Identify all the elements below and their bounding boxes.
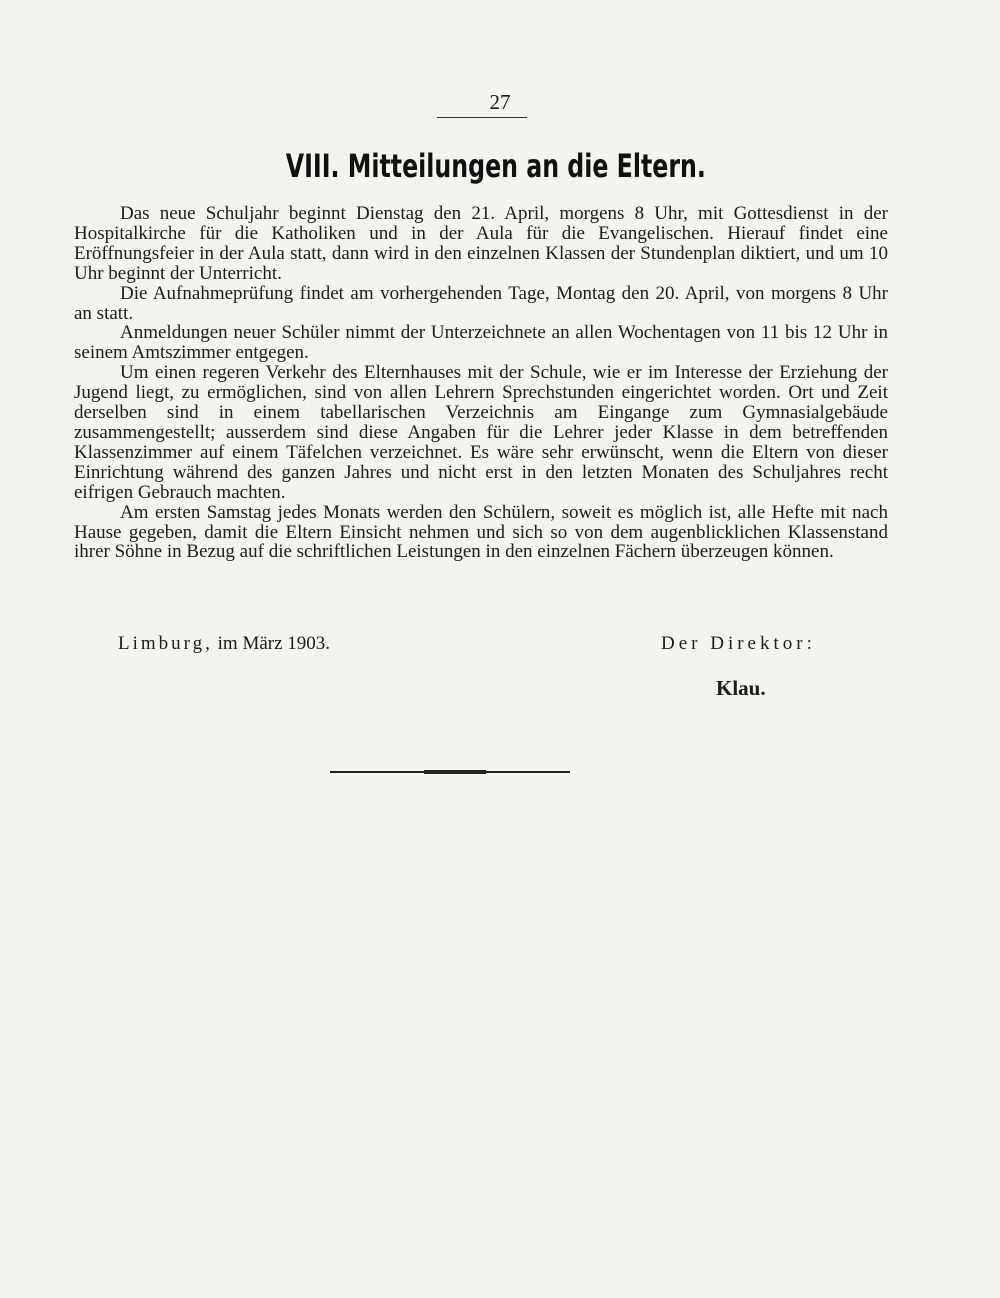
- director-title: Der Direktor:: [661, 633, 816, 654]
- body-text: [74, 204, 888, 562]
- end-divider-ornament: [424, 770, 486, 774]
- paragraph-registration: Anmeldungen neuer Schüler nimmt der Unterzeichnete an allen Wochentagen von 11 bis 12 Uhr in seinem Amtszimmer entgegen.: [74, 322, 888, 364]
- director-name: Klau.: [716, 676, 766, 700]
- section-heading: VIII. Mitteilungen an die Eltern.: [285, 147, 706, 185]
- page-number: 27: [489, 90, 511, 114]
- paragraph-office-hours: Um einen regeren Verkehr des Elternhauses mit der Schule, wie er im Interesse der Erziehung der Jugend liegt, zu ermöglichen, sind von allen Lehrern Sprechstunden eingerichtet worden. Ort und Zeit derselben sind in einem tabellarischen Verzeichnis am Eingange zum Gymnasialgebäude zusammengestellt; ausserdem sind diese Angaben für die Lehrer jeder Klasse in dem betreffenden Klassenzimmer auf einem Täfelchen verzeichnet. Es wäre sehr erwünscht, wenn die Eltern von dieser Einrichtung während des ganzen Jahres und nicht erst in den letzten Monaten des Schuljahres recht eifrigen Gebrauch machten.: [74, 362, 888, 503]
- page-number-rule: [437, 117, 527, 118]
- paragraph-entrance-exam: Die Aufnahmeprüfung findet am vorhergehenden Tage, Montag den 20. April, von morgens 8 Uhr an statt.: [74, 282, 888, 324]
- signature-row: [118, 633, 888, 663]
- paragraph-school-start: Das neue Schuljahr beginnt Dienstag den 21. April, morgens 8 Uhr, mit Gottesdienst in der Hospitalkirche für die Katholiken und in der Aula für die Evangelischen. Hierauf findet eine Eröffnungsfeier in der Aula statt, dann wird in den einzelnen Klassen der Stundenplan diktiert, und um 10 Uhr beginnt der Unterricht.: [74, 203, 888, 284]
- place: Limburg,: [118, 633, 213, 654]
- date: im März 1903.: [212, 633, 331, 654]
- place-date: [118, 633, 330, 655]
- paragraph-notebooks: Am ersten Samstag jedes Monats werden den Schülern, soweit es möglich ist, alle Hefte mit nach Hause gegeben, damit die Eltern Einsicht nehmen und sich so von dem augenblicklichen Klassenstand ihrer Söhne in Bezug auf die schriftlichen Leistungen in den einzelnen Fächern überzeugen können.: [74, 501, 888, 563]
